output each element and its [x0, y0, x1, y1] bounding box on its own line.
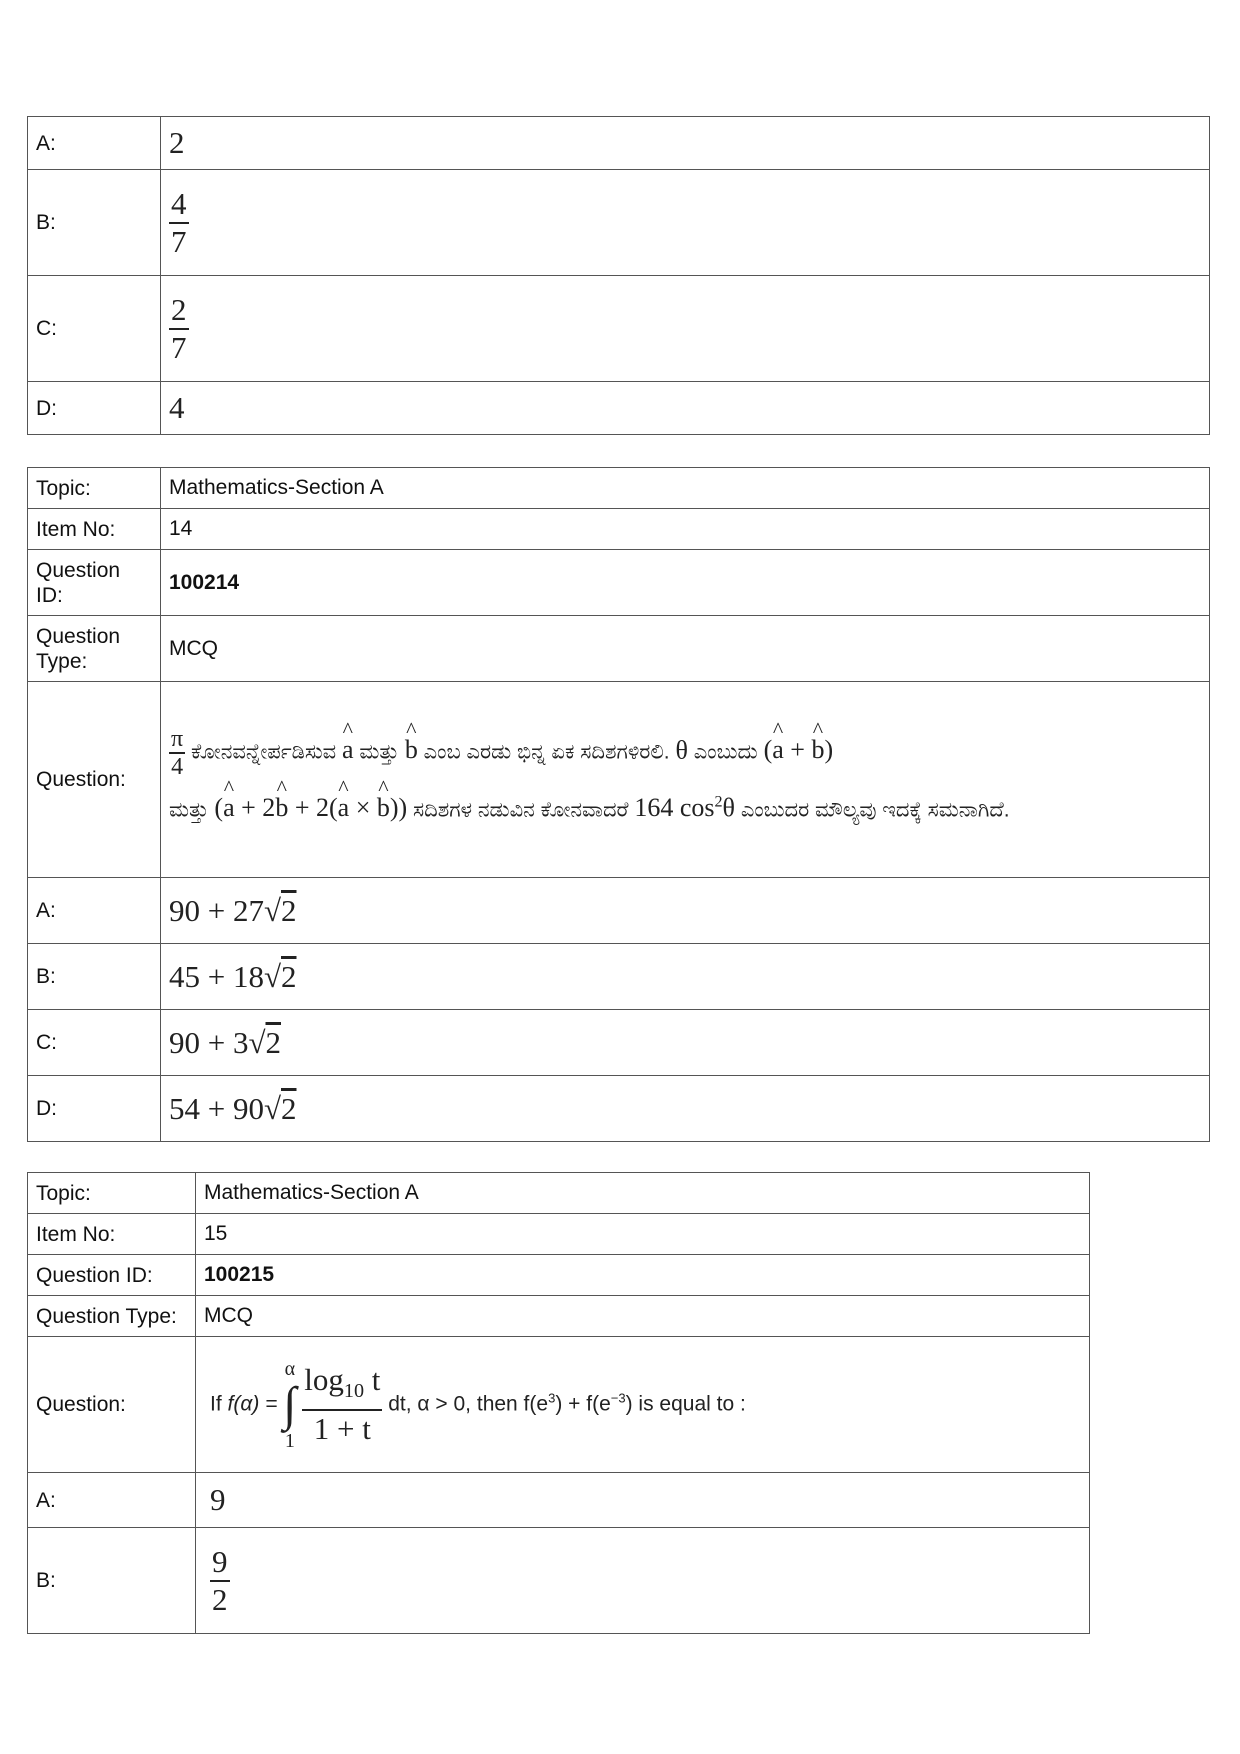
topic-row	[28, 1173, 1090, 1214]
topic-label: Topic:	[28, 1173, 196, 1214]
question-text: $\frac{\pi}{4}$ ಕೋನವನ್ನೇರ್ಪಡಿಸುವ ^ a ಮತ್ತು ^ b ಎಂಬ ಎರಡು ಭಿನ್ನ ಏಕ ಸದಿಶಗಳಿರಲಿ. θ ಎಂಬುದು (^ a + ^ b) ಮತ್ತು (^ a + 2^ b + 2(^ a × ^ b)) ಸದಿಶಗಳ ನಡುವಿನ ಕೋನವಾದರೆ 164 $\cos^2\theta$ ಎಂಬುದರ ಮೌಲ್ಯವು ಇದಕ್ಕೆ ಸಮನಾಗಿದೆ.	[161, 682, 1210, 878]
option-value: 4	[161, 382, 1210, 435]
option-value: 90 + 27√2	[161, 878, 1210, 944]
question-type-value: MCQ	[161, 616, 1210, 682]
option-value	[161, 170, 1210, 276]
question-id-value: 100214	[161, 550, 1210, 616]
option-label: A:	[28, 878, 161, 944]
option-value: 2	[161, 117, 1210, 170]
option-row-b	[28, 1528, 1090, 1634]
question-type-label: Question Type:	[28, 1296, 196, 1337]
option-row-b	[28, 170, 1210, 276]
option-value: 45 + 18√2	[161, 944, 1210, 1010]
question-row	[28, 1337, 1090, 1473]
option-value: 9	[196, 1473, 1090, 1528]
integrand-fraction: $\frac{\log_{10} t}{1 + t}$	[304, 1361, 381, 1447]
option-row-a	[28, 1473, 1090, 1528]
option-value: 90 + 3√2	[161, 1010, 1210, 1076]
question-id-label: Question ID:	[28, 550, 161, 616]
question-label: Question:	[28, 682, 161, 878]
question-type-row	[28, 1296, 1090, 1337]
option-value	[161, 276, 1210, 382]
option-row-c	[28, 276, 1210, 382]
option-label: B:	[28, 1528, 196, 1634]
question-table-15	[27, 1172, 1090, 1634]
option-row-b	[28, 944, 1210, 1010]
option-label: D:	[28, 382, 161, 435]
option-row-a	[28, 878, 1210, 944]
topic-value: Mathematics-Section A	[196, 1173, 1090, 1214]
item-no-row	[28, 1214, 1090, 1255]
option-row-d	[28, 1076, 1210, 1142]
pi-over-4: $\frac{\pi}{4}$	[171, 725, 184, 780]
question-table-14	[27, 467, 1210, 1142]
question-type-label: Question Type:	[28, 616, 161, 682]
item-no-value: 14	[161, 509, 1210, 550]
option-label: C:	[28, 1010, 161, 1076]
option-row-a	[28, 117, 1210, 170]
question-id-value: 100215	[196, 1255, 1090, 1296]
integral-sign: α ∫ 1	[283, 1357, 297, 1452]
item-no-value: 15	[196, 1214, 1090, 1255]
item-no-label: Item No:	[28, 1214, 196, 1255]
question-id-row	[28, 550, 1210, 616]
option-label: C:	[28, 276, 161, 382]
option-label: B:	[28, 944, 161, 1010]
question-text: If f(α) = α ∫ 1 $\frac{\log_{10} t}{1 + t}$ dt, α > 0, then $f(e^3) + f(e^{-3})$ is equal to :	[196, 1337, 1090, 1473]
fraction: $\frac{4}{7}$	[171, 185, 187, 259]
question-type-value: MCQ	[196, 1296, 1090, 1337]
option-label: D:	[28, 1076, 161, 1142]
question-row	[28, 682, 1210, 878]
previous-options-table	[27, 116, 1210, 435]
item-no-row	[28, 509, 1210, 550]
fraction: $\frac{9}{2}$	[212, 1543, 228, 1617]
option-row-c	[28, 1010, 1210, 1076]
topic-row	[28, 468, 1210, 509]
option-label: A:	[28, 117, 161, 170]
question-id-row	[28, 1255, 1090, 1296]
fraction: $\frac{2}{7}$	[171, 291, 187, 365]
question-id-label: Question ID:	[28, 1255, 196, 1296]
question-type-row	[28, 616, 1210, 682]
item-no-label: Item No:	[28, 509, 161, 550]
option-value	[196, 1528, 1090, 1634]
option-row-d	[28, 382, 1210, 435]
option-label: A:	[28, 1473, 196, 1528]
topic-value: Mathematics-Section A	[161, 468, 1210, 509]
option-value: 54 + 90√2	[161, 1076, 1210, 1142]
question-label: Question:	[28, 1337, 196, 1473]
option-label: B:	[28, 170, 161, 276]
topic-label: Topic:	[28, 468, 161, 509]
